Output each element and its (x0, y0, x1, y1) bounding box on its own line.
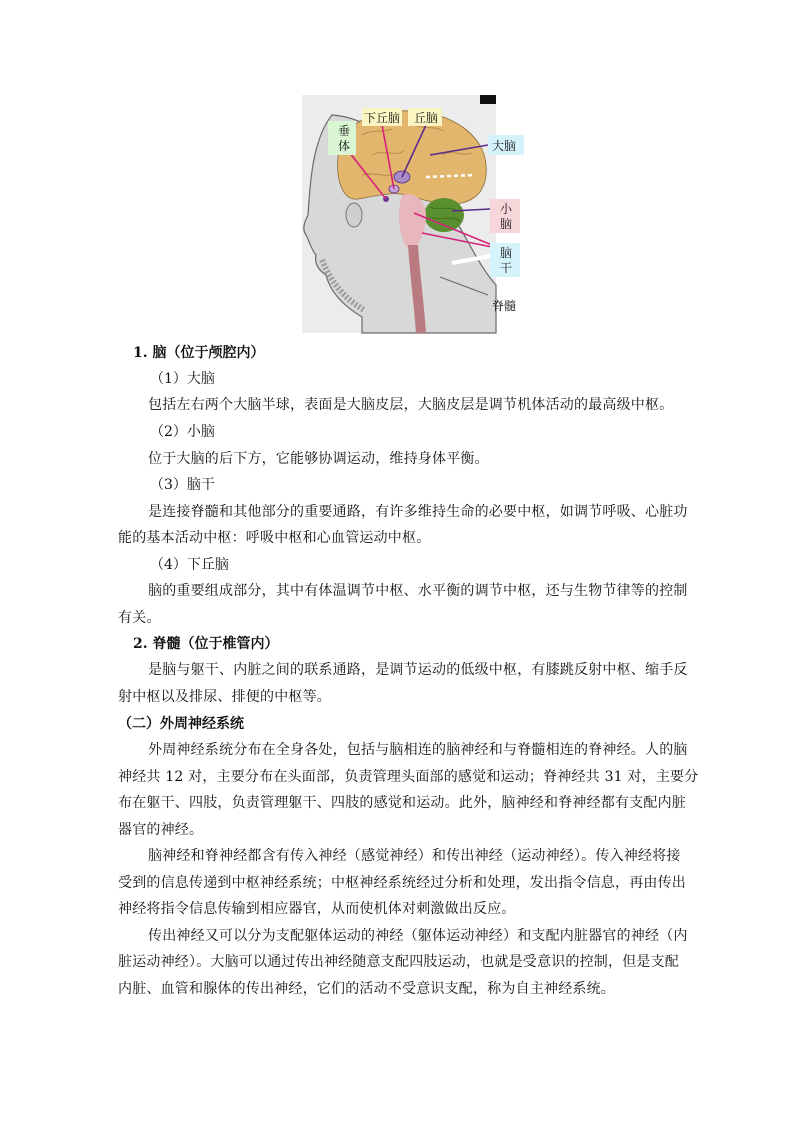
label-thalamus: 丘脑 (414, 111, 439, 125)
brain-heading: 1. 脑（位于颅腔内） (133, 345, 265, 361)
label-brainstem-1: 脑 (500, 246, 513, 260)
pns-heading: （二）外周神经系统 (118, 716, 244, 732)
label-pituitary-1: 垂 (338, 124, 351, 138)
ear-shape (346, 203, 362, 227)
label-brainstem-2: 干 (500, 261, 513, 275)
pns-paragraph-1-line-4: 器官的神经。 (118, 822, 204, 838)
pns-paragraph-2-line-1: 脑神经和脊神经都含有传入神经（感觉神经）和传出神经（运动神经）。传入神经将接 (148, 848, 681, 864)
cerebrum-heading: （1）大脑 (150, 371, 215, 387)
label-cerebrum: 大脑 (492, 139, 517, 153)
brainstem-text-1: 是连接脊髓和其他部分的重要通路，有许多维持生命的必要中枢，如调节呼吸、心脏功 (148, 504, 688, 520)
label-cerebellum-2: 脑 (500, 217, 513, 231)
spinal-heading: 2. 脊髓（位于椎管内） (133, 636, 279, 652)
cerebellum-heading: （2）小脑 (150, 424, 215, 440)
pns-paragraph-1-line-1: 外周神经系统分布在全身各处，包括与脑相连的脑神经和与脊髓相连的脊神经。人的脑 (148, 742, 688, 758)
pns-paragraph-2-line-3: 神经将指令信息传输到相应器官，从而使机体对刺激做出反应。 (118, 901, 516, 917)
hypothalamus-text-2: 有关。 (118, 610, 161, 626)
cerebellum-text: 位于大脑的后下方，它能够协调运动，维持身体平衡。 (148, 451, 489, 467)
hypothalamus-text-1: 脑的重要组成部分，其中有体温调节中枢、水平衡的调节中枢，还与生物节律等的控制 (148, 583, 688, 599)
pns-paragraph-3-line-1: 传出神经又可以分为支配躯体运动的神经（躯体运动神经）和支配内脏器官的神经（内 (148, 928, 688, 944)
label-hypothalamus: 下丘脑 (364, 111, 401, 125)
hypothalamus-heading: （4）下丘脑 (150, 557, 229, 573)
brainstem-text-2: 能的基本活动中枢：呼吸中枢和心血管运动中枢。 (118, 530, 431, 546)
pns-paragraph-3-line-3: 内脏、血管和腺体的传出神经，它们的活动不受意识支配，称为自主神经系统。 (118, 981, 615, 997)
label-pituitary-2: 体 (338, 139, 351, 153)
brain-diagram (302, 95, 517, 333)
cerebrum-text: 包括左右两个大脑半球，表面是大脑皮层，大脑皮层是调节机体活动的最高级中枢。 (148, 397, 674, 413)
cerebellum-shape (424, 198, 464, 232)
pns-paragraph-1-line-2: 神经共 12 对，主要分布在头面部，负责管理头面部的感觉和运动；脊神经共 31 对，主要分 (118, 769, 699, 785)
brainstem-heading: （3）脑干 (150, 477, 215, 493)
label-cerebellum-1: 小 (500, 202, 513, 216)
spinal-text-2: 射中枢以及排尿、排便的中枢等。 (118, 689, 331, 705)
pns-paragraph-1-line-3: 布在躯干、四肢，负责管理躯干、四肢的感觉和运动。此外，脑神经和脊神经都有支配内脏 (118, 795, 686, 811)
pns-paragraph-2-line-2: 受到的信息传递到中枢神经系统；中枢神经系统经过分析和处理，发出指令信息，再由传出 (118, 875, 686, 891)
label-spinal-cord: 脊髓 (492, 299, 517, 313)
spinal-text-1: 是脑与躯干、内脏之间的联系通路，是调节运动的低级中枢，有膝跳反射中枢、缩手反 (148, 662, 688, 678)
pns-paragraph-3-line-2: 脏运动神经）。大脑可以通过传出神经随意支配四肢运动，也就是受意识的控制，但是支配 (118, 954, 679, 970)
corner-mark (480, 95, 496, 104)
brain-diagram-svg (302, 95, 517, 333)
